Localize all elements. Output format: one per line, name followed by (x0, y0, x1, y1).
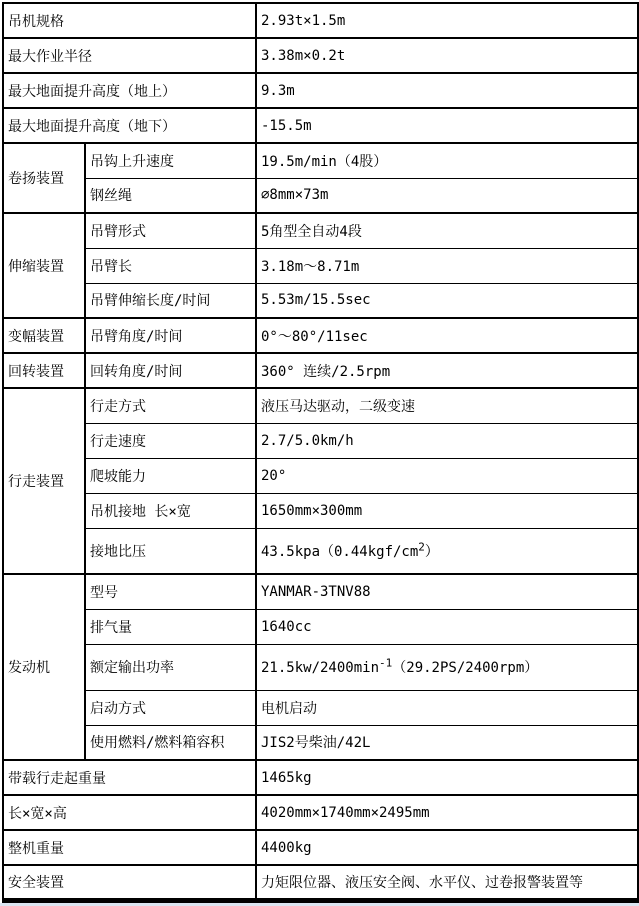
row-engine-displacement (3, 609, 638, 644)
spec-label: 启动方式 (85, 690, 256, 725)
row-fuel-tank (3, 725, 638, 760)
spec-label: 吊钩上升速度 (85, 143, 256, 178)
spec-label: 钢丝绳 (85, 178, 256, 213)
spec-label: 回转角度/时间 (85, 353, 256, 388)
spec-value: 4400kg (256, 830, 638, 865)
spec-label: 行走速度 (85, 423, 256, 458)
spec-value (256, 528, 638, 574)
spec-label: 吊机接地 长×宽 (85, 493, 256, 528)
spec-label: 吊臂角度/时间 (85, 318, 256, 353)
spec-label: 型号 (85, 574, 256, 609)
spec-value: 3.38m×0.2t (256, 38, 638, 73)
spec-label: 安全装置 (3, 865, 256, 900)
group-label-luffing: 变幅装置 (3, 318, 85, 353)
group-label-telescoping: 伸缩装置 (3, 213, 85, 318)
spec-value: 20° (256, 458, 638, 493)
spec-label: 使用燃料/燃料箱容积 (85, 725, 256, 760)
group-label-engine: 发动机 (3, 574, 85, 760)
value-post: ） (424, 543, 439, 560)
group-label-travel: 行走装置 (3, 388, 85, 574)
spec-label: 整机重量 (3, 830, 256, 865)
row-max-lift-height-above (3, 73, 638, 108)
spec-label: 吊臂长 (85, 248, 256, 283)
spec-value: 0°～80°/11sec (256, 318, 638, 353)
spec-label: 吊臂形式 (85, 213, 256, 248)
spec-value: 1650mm×300mm (256, 493, 638, 528)
spec-label: 行走方式 (85, 388, 256, 423)
row-wire-rope (3, 178, 638, 213)
spec-value: 4020mm×1740mm×2495mm (256, 795, 638, 830)
row-boom-angle-time (3, 318, 638, 353)
spec-label: 吊臂伸缩长度/时间 (85, 283, 256, 318)
spec-label: 带载行走起重量 (3, 760, 256, 795)
group-label-slewing: 回转装置 (3, 353, 85, 388)
row-total-weight (3, 830, 638, 865)
value-post: （29.2PS/2400rpm） (392, 660, 539, 676)
value-superscript: -1 (379, 656, 393, 670)
spec-label: 吊机规格 (3, 3, 256, 38)
value-pre: 43.5kpa（0.44kgf/cm (261, 543, 419, 560)
spec-value: 2.93t×1.5m (256, 3, 638, 38)
spec-label: 最大地面提升高度（地上） (3, 73, 256, 108)
row-dimensions (3, 795, 638, 830)
spec-label: 额定输出功率 (85, 644, 256, 690)
row-start-mode (3, 690, 638, 725)
spec-label: 最大作业半径 (3, 38, 256, 73)
row-pick-and-carry-capacity (3, 760, 638, 795)
row-boom-extend-time (3, 283, 638, 318)
row-ground-contact (3, 493, 638, 528)
row-travel-speed (3, 423, 638, 458)
row-max-working-radius (3, 38, 638, 73)
row-ground-pressure (3, 528, 638, 574)
row-boom-length (3, 248, 638, 283)
row-crane-spec (3, 3, 638, 38)
row-boom-type (3, 213, 638, 248)
row-slew-angle-time (3, 353, 638, 388)
spec-value (256, 644, 638, 690)
value-pre: 21.5kw/2400min (261, 660, 380, 676)
spec-value: 电机启动 (256, 690, 638, 725)
spec-value: 液压马达驱动，二级变速 (256, 388, 638, 423)
spec-label: 接地比压 (85, 528, 256, 574)
spec-label: 排气量 (85, 609, 256, 644)
spec-value: 1640cc (256, 609, 638, 644)
spec-value: 19.5m/min（4股） (256, 143, 638, 178)
row-gradeability (3, 458, 638, 493)
row-engine-model (3, 574, 638, 609)
spec-value: 力矩限位器、液压安全阀、水平仪、过卷报警装置等 (256, 865, 638, 900)
spec-value: 2.7/5.0km/h (256, 423, 638, 458)
spec-value: 5.53m/15.5sec (256, 283, 638, 318)
spec-label: 长×宽×高 (3, 795, 256, 830)
spec-value: 360° 连续/2.5rpm (256, 353, 638, 388)
page-bottom-strip (0, 903, 639, 906)
group-label-winch: 卷扬装置 (3, 143, 85, 213)
row-max-lift-height-below (3, 108, 638, 143)
spec-label: 最大地面提升高度（地下） (3, 108, 256, 143)
crane-spec-table (2, 2, 639, 903)
row-rated-output (3, 644, 638, 690)
spec-value: 1465kg (256, 760, 638, 795)
spec-value: 3.18m～8.71m (256, 248, 638, 283)
spec-label: 爬坡能力 (85, 458, 256, 493)
spec-value: 5角型全自动4段 (256, 213, 638, 248)
value-superscript: 2 (418, 540, 425, 554)
spec-value: ∅8mm×73m (256, 178, 638, 213)
spec-value: 9.3m (256, 73, 638, 108)
spec-value: YANMAR-3TNV88 (256, 574, 638, 609)
spec-value: -15.5m (256, 108, 638, 143)
row-hoist-hook-speed (3, 143, 638, 178)
row-safety-devices (3, 865, 638, 900)
spec-value: JIS2号柴油/42L (256, 725, 638, 760)
row-travel-mode (3, 388, 638, 423)
